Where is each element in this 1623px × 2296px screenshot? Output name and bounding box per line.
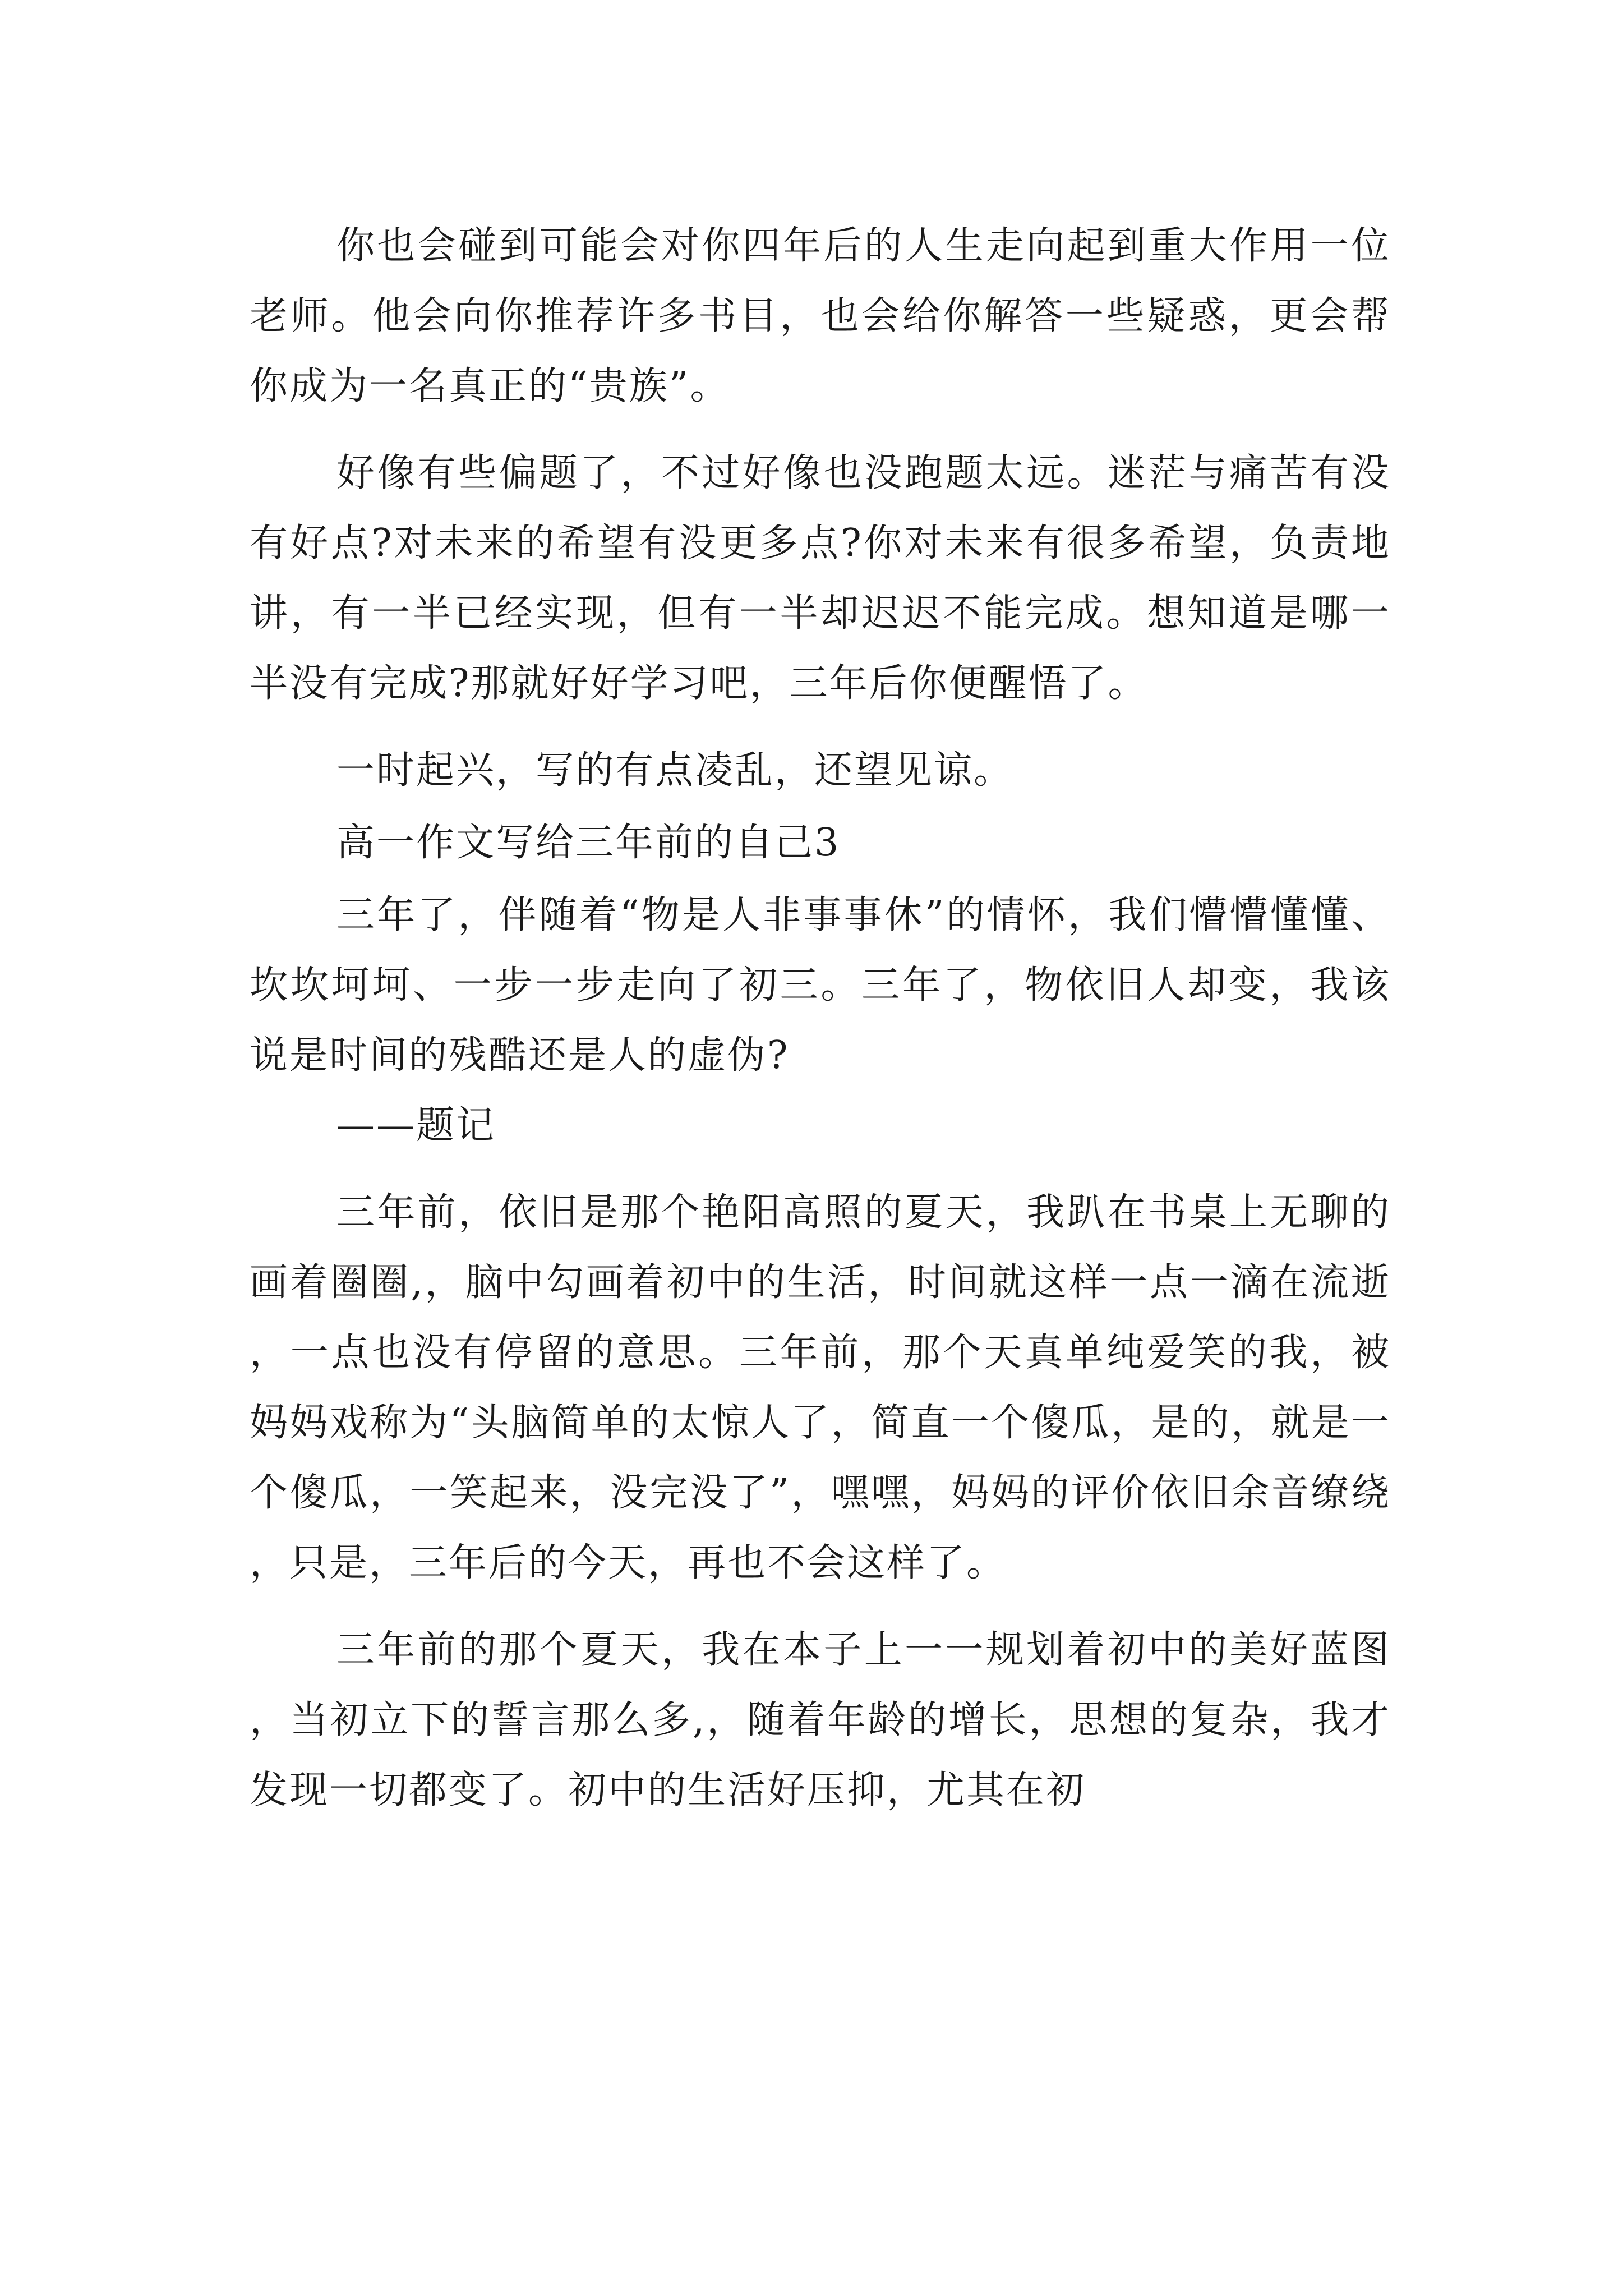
paragraph-teacher: 你也会碰到可能会对你四年后的人生走向起到重大作用一位老师。他会向你推荐许多书目，也会给你解答一些疑惑，更会帮你成为一名真正的“贵族”。 [250,224,1391,408]
paragraph-epigraph: 三年了，伴随着“物是人非事事休”的情怀，我们懵懵懂懂、坎坎坷坷、一步一步走向了初三。三年了，物依旧人却变，我该说是时间的残酷还是人的虚伪? [250,893,1391,1078]
epigraph-attribution: ——题记 [336,1103,496,1148]
paragraph-three-years-ago: 三年前，依旧是那个艳阳高照的夏天，我趴在书桌上无聊的画着圈圈,，脑中勾画着初中的生活，时间就这样一点一滴在流逝，一点也没有停留的意思。三年前，那个天真单纯爱笑的我，被妈妈戏称为“头脑简单的太惊人了，简直一个傻瓜，是的，就是一个傻瓜，一笑起来，没完没了”，嘿嘿，妈妈的评价依旧余音缭绕，只是，三年后的今天，再也不会这样了。 [250,1190,1391,1585]
paragraph-apology: 一时起兴，写的有点凌乱，还望见谅。 [336,748,1014,793]
document-body [250,211,1391,1825]
essay-title: 高一作文写给三年前的自己3 [336,821,841,865]
paragraph-off-topic: 好像有些偏题了，不过好像也没跑题太远。迷茫与痛苦有没有好点?对未来的希望有没更多点?你对未来有很多希望，负责地讲，有一半已经实现，但有一半却迟迟不能完成。想知道是哪一半没有完成?那就好好学习吧，三年后你便醒悟了。 [250,451,1391,706]
paragraph-blueprint: 三年前的那个夏天，我在本子上一一规划着初中的美好蓝图，当初立下的誓言那么多,，随着年龄的增长，思想的复杂，我才发现一切都变了。初中的生活好压抑，尤其在初 [250,1628,1391,1812]
